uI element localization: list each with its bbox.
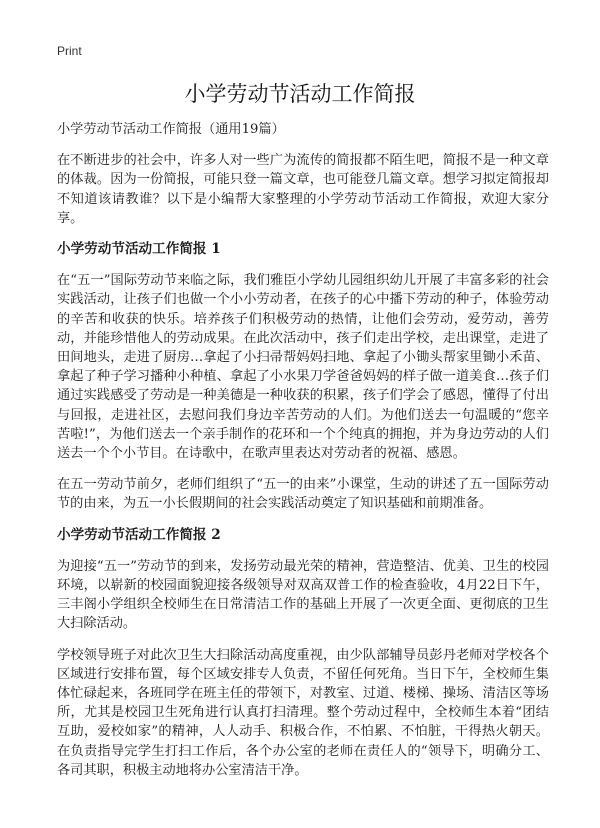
section-1-paragraph-2: 在五一劳动节前夕，老师们组织了“五一的由来”小课堂，生动的讲述了五一国际劳动节的由来，为五一小长假期间的社会实践活动奠定了知识基础和前期准备。 bbox=[57, 477, 549, 512]
print-label[interactable]: Print bbox=[57, 44, 82, 58]
intro-paragraph: 在不断进步的社会中，许多人对一些广为流传的简报都不陌生吧，简报不是一种文章的体裁。因为一份简报，可能只登一篇文章，也可能登几篇文章。想学习拟定简报却不知道该请教谁？以下是小编帮大家整理的小学劳动节活动工作简报，欢迎大家分享。 bbox=[57, 153, 549, 226]
page-title: 小学劳动节活动工作简报 bbox=[184, 82, 416, 106]
section-2-paragraph-1: 为迎接“五一”劳动节的到来，发扬劳动最光荣的精神，营造整洁、优美、卫生的校园环境，以崭新的校园面貌迎接各级领导对双高双普工作的检查验收，4月22日下午，三丰阁小学组织全校师生在日常清洁工作的基础上开展了一次更全面、更彻底的卫生大扫除活动。 bbox=[57, 558, 549, 632]
section-heading-1: 小学劳动节活动工作简报 1 bbox=[57, 241, 221, 258]
section-2-paragraph-2: 学校领导班子对此次卫生大扫除活动高度重视，由少队部辅导员彭丹老师对学校各个区域进行安排布置，每个区域安排专人负责，不留任何死角。当日下午，全校师生集体忙碌起来，各班同学在班主任的带领下，对教室、过道、楼梯、操场、清洁区等场所，尤其是校园卫生死角进行认真打扫清理。整个劳动过程中，全校师生本着“团结互助，爱校如家”的精神，人人动手、积极合作，不怕累、不怕脏，干得热火朝天。在负责指导完学生打扫工作后，各个办公室的老师在责任人的“领导下，明确分工、各司其职，积极主动地将办公室清洁干净。 bbox=[57, 647, 549, 778]
section-heading-2: 小学劳动节活动工作简报 2 bbox=[57, 526, 221, 543]
document-subtitle: 小学劳动节活动工作简报（通用19篇） bbox=[57, 122, 285, 137]
section-1-paragraph-1: 在“五一”国际劳动节来临之际，我们雅臣小学幼儿园组织幼儿开展了丰富多彩的社会实践活动，让孩子们也做一个小小劳动者，在孩子的心中播下劳动的种子，体验劳动的辛苦和收获的快乐。培养孩子们积极劳动的热情，让他们会劳动，爱劳动，善劳动，并能珍惜他人的劳动成果。在此次活动中，孩子们走出学校，走出课堂，走进了田间地头，走进了厨房…拿起了小扫帚帮妈妈扫地、拿起了小锄头帮家里锄小禾苗、拿起了种子学习播种小种植、拿起了小水果刀学爸爸妈妈的样子做一道美食…孩子们通过实践感受了劳动是一种美德是一种收获的积累，孩子们学会了感恩，懂得了付出与回报，走进社区，去慰问我们身边辛苦劳动的人们。为他们送去一句温暖的“您辛苦啦!”，为他们送去一个亲手制作的花环和一个个纯真的拥抱，并为身边劳动的人们送去一个个小节目。在诗歌中，在歌声里表达对劳动者的祝福、感恩。 bbox=[57, 273, 549, 462]
document-body bbox=[57, 120, 549, 792]
